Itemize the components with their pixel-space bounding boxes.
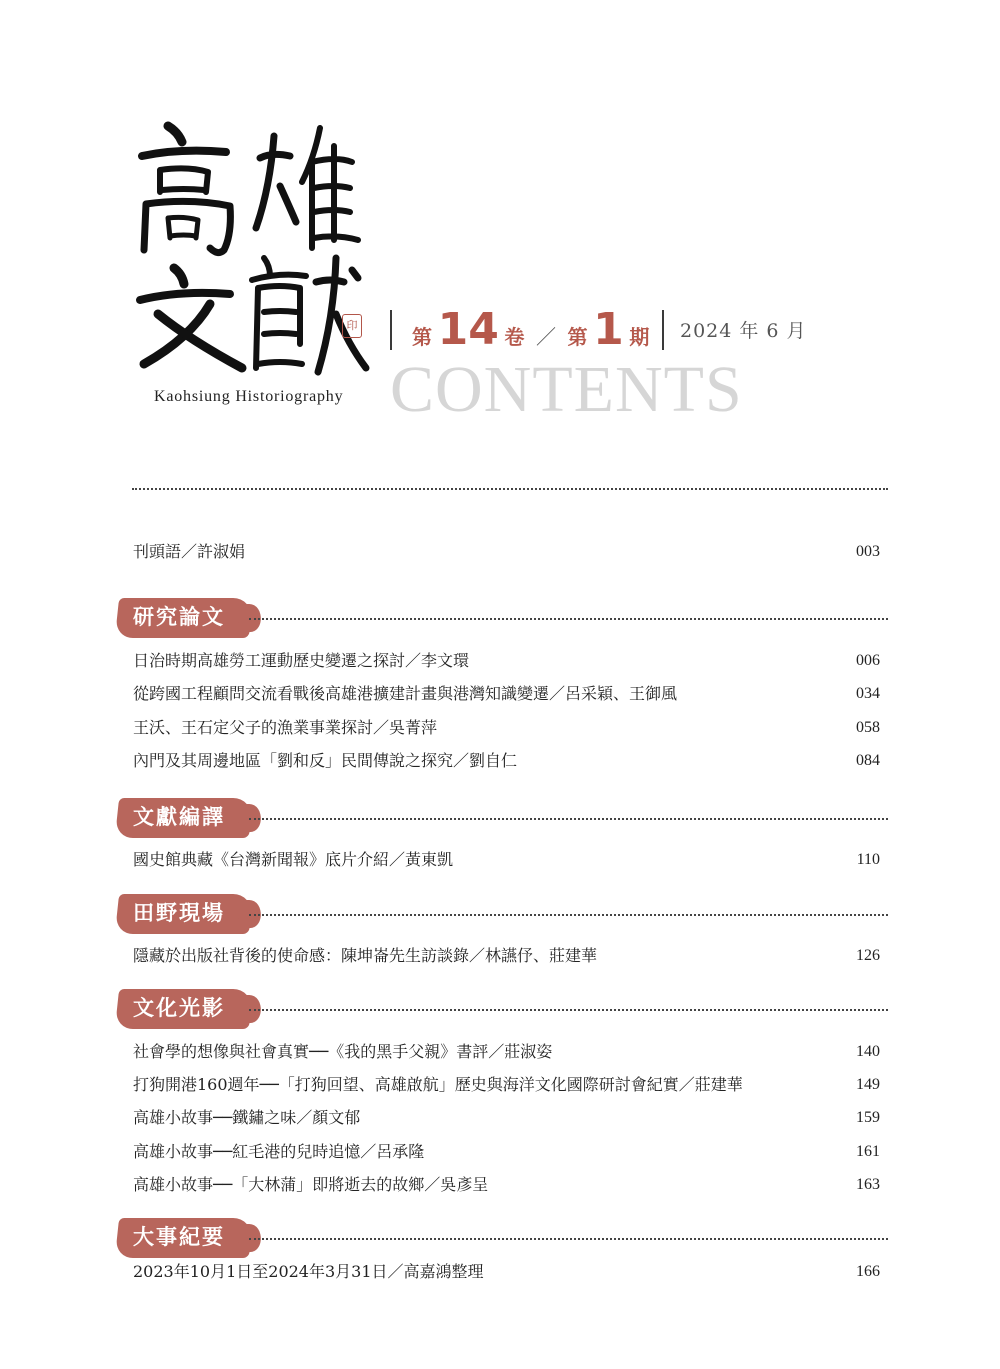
toc-title: 國史館典藏《台灣新聞報》底片介紹／黃東凱 — [133, 850, 454, 869]
dotted-rule — [249, 818, 888, 820]
toc-title: 刊頭語／許淑娟 — [133, 542, 246, 561]
toc-page-number: 110 — [856, 851, 880, 868]
toc-title: 高雄小故事──「大林蒲」即將逝去的故鄉／吳彥呈 — [133, 1175, 489, 1194]
toc-page-number: 084 — [856, 752, 880, 769]
toc-title: 2023年10月1日至2024年3月31日／高嘉鴻整理 — [133, 1262, 484, 1281]
issue-suffix: 期 — [629, 325, 650, 349]
toc-page-number: 003 — [856, 543, 880, 560]
toc-row[interactable] — [133, 1071, 880, 1099]
toc-title: 打狗開港160週年──「打狗回望、高雄啟航」歷史與海洋文化國際研討會紀實／莊建華 — [133, 1075, 743, 1094]
toc-row[interactable] — [133, 1258, 880, 1286]
toc-row[interactable] — [133, 647, 880, 675]
journal-name-english: Kaohsiung Historiography — [154, 388, 344, 405]
toc-title: 內門及其周邊地區「劉和反」民間傳說之探究／劉自仁 — [133, 751, 518, 770]
toc-page-number: 149 — [856, 1076, 880, 1093]
separator: ／ — [535, 325, 556, 349]
journal-logo — [130, 118, 380, 418]
toc-page-number: 166 — [856, 1263, 880, 1280]
volume-suffix: 卷 — [504, 325, 525, 349]
divider — [662, 310, 664, 350]
toc-title: 社會學的想像與社會真實──《我的黑手父親》書評／莊淑姿 — [133, 1042, 553, 1061]
section-header-culture — [117, 989, 888, 1029]
section-header-chronicle — [117, 1218, 888, 1258]
toc-title: 隱藏於出版社背後的使命感：陳坤崙先生訪談錄／林讌伃、莊建華 — [133, 946, 598, 965]
section-label: 大事紀要 — [133, 1224, 225, 1249]
divider — [390, 310, 392, 350]
toc-title: 高雄小故事──紅毛港的兒時追憶／呂承隆 — [133, 1142, 425, 1161]
toc-page-number: 058 — [856, 719, 880, 736]
contents-heading: CONTENTS — [390, 353, 743, 426]
dotted-rule — [249, 1238, 888, 1240]
toc-page-number: 034 — [856, 685, 880, 702]
volume-issue — [412, 304, 649, 355]
section-label: 文化光影 — [133, 995, 225, 1020]
toc-page-number: 163 — [856, 1176, 880, 1193]
toc-row-intro[interactable] — [133, 538, 880, 566]
toc-row[interactable] — [133, 1038, 880, 1066]
dotted-rule — [132, 488, 888, 490]
issue-prefix: 第 — [567, 325, 588, 349]
section-header-field — [117, 894, 888, 934]
toc-row[interactable] — [133, 1138, 880, 1166]
toc-page-number: 126 — [856, 947, 880, 964]
toc-row[interactable] — [133, 846, 880, 874]
section-header-research — [117, 598, 888, 638]
dotted-rule — [249, 914, 888, 916]
toc-title: 日治時期高雄勞工運動歷史變遷之探討／李文環 — [133, 651, 470, 670]
seal-stamp-icon: 印 — [342, 314, 362, 338]
toc-row[interactable] — [133, 714, 880, 742]
toc-row[interactable] — [133, 680, 880, 708]
issue-date: 2024 年 6 月 — [680, 320, 807, 342]
toc-page-number: 006 — [856, 652, 880, 669]
volume-number: 14 — [437, 304, 499, 355]
volume-prefix: 第 — [412, 325, 432, 349]
dotted-rule — [249, 1009, 888, 1011]
issue-info — [390, 304, 810, 355]
toc-title: 王沃、王石定父子的漁業事業探討／吳菁萍 — [133, 718, 438, 737]
toc-title: 從跨國工程顧問交流看戰後高雄港擴建計畫與港灣知識變遷／呂采穎、王御風 — [133, 684, 678, 703]
calligraphy-logo-icon — [130, 118, 380, 383]
toc-page-number: 159 — [856, 1109, 880, 1126]
toc-row[interactable] — [133, 1104, 880, 1132]
toc-page-number: 161 — [856, 1143, 880, 1160]
section-label: 研究論文 — [133, 604, 225, 629]
dotted-rule — [249, 618, 888, 620]
section-header-translation — [117, 798, 888, 838]
section-label: 文獻編譯 — [133, 804, 225, 829]
section-label: 田野現場 — [133, 900, 225, 925]
toc-row[interactable] — [133, 747, 880, 775]
toc-title: 高雄小故事──鐵鏽之味／顏文郁 — [133, 1108, 361, 1127]
issue-number: 1 — [593, 304, 624, 355]
toc-row[interactable] — [133, 1171, 880, 1199]
toc-page-number: 140 — [856, 1043, 880, 1060]
toc-row[interactable] — [133, 942, 880, 970]
